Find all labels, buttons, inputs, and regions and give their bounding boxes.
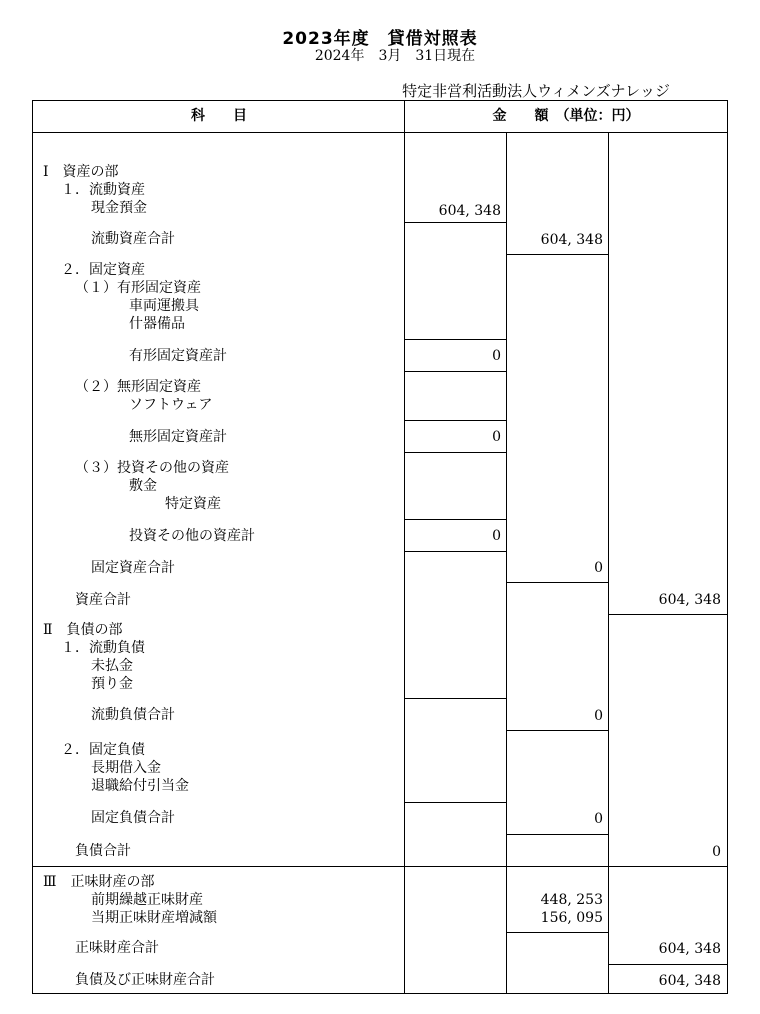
- grid-line: [507, 254, 608, 255]
- intangible-total-label: 無形固定資産計: [129, 429, 227, 445]
- deposits-received-label: 預り金: [91, 676, 133, 692]
- grid-line: [405, 802, 506, 803]
- net-assets-change-value: 156, 095: [540, 910, 603, 926]
- net-assets-total-value: 604, 348: [658, 941, 721, 957]
- grid-line: [507, 582, 608, 583]
- grid-line: [405, 420, 506, 421]
- current-assets-total-value: 604, 348: [540, 232, 603, 248]
- accounts-payable-label: 未払金: [91, 658, 133, 674]
- liabilities-section-heading: Ⅱ 負債の部: [43, 622, 123, 638]
- tangible-total-value: 0: [492, 348, 501, 364]
- fixed-liabilities-total-value: 0: [594, 811, 603, 827]
- grid-line: [405, 452, 506, 453]
- current-assets-total-label: 流動資産合計: [91, 231, 175, 247]
- grid-line: [507, 834, 608, 835]
- balance-sheet-table: [32, 100, 728, 994]
- intangible-total-value: 0: [492, 429, 501, 445]
- investments-total-label: 投資その他の資産計: [129, 528, 255, 544]
- organization-name: 特定非営利活動法人ウィメンズナレッジ: [402, 82, 670, 100]
- investments-total-value: 0: [492, 528, 501, 544]
- cash-deposits-label: 現金預金: [91, 200, 147, 216]
- assets-section-heading: Ⅰ 資産の部: [43, 164, 119, 180]
- grid-line: [405, 371, 506, 372]
- tangible-assets-heading: （１）有形固定資産: [75, 280, 201, 296]
- investments-heading: （３）投資その他の資産: [75, 460, 229, 476]
- table-header: [33, 101, 727, 133]
- grid-line: [405, 551, 506, 552]
- current-liabilities-total-value: 0: [594, 708, 603, 724]
- grid-line: [405, 339, 506, 340]
- retirement-allowance-label: 退職給付引当金: [91, 778, 189, 794]
- grid-line: [507, 932, 608, 933]
- grid-line: [33, 866, 727, 867]
- fixed-liabilities-heading: ２．固定負債: [61, 742, 145, 758]
- grid-line: [404, 101, 405, 993]
- fixed-assets-total-label: 固定資産合計: [91, 560, 175, 576]
- liabilities-total-label: 負債合計: [75, 843, 131, 859]
- fixed-assets-total-value: 0: [594, 560, 603, 576]
- tangible-total-label: 有形固定資産計: [129, 348, 227, 364]
- specific-assets-label: 特定資産: [165, 496, 221, 512]
- grid-line: [507, 730, 608, 731]
- net-assets-change-label: 当期正味財産増減額: [91, 910, 217, 926]
- grid-line: [405, 698, 506, 699]
- grid-line: [405, 222, 506, 223]
- assets-total-label: 資産合計: [75, 592, 131, 608]
- fixed-assets-heading: ２．固定資産: [61, 262, 145, 278]
- liabilities-net-assets-total-value: 604, 348: [658, 973, 721, 989]
- prior-net-assets-label: 前期繰越正味財産: [91, 892, 203, 908]
- grid-line: [608, 132, 609, 993]
- long-term-loans-label: 長期借入金: [91, 760, 161, 776]
- grid-line: [506, 132, 507, 993]
- prior-net-assets-value: 448, 253: [540, 892, 603, 908]
- net-assets-total-label: 正味財産合計: [75, 940, 159, 956]
- assets-total-value: 604, 348: [658, 592, 721, 608]
- amount-column-header: 金 額 （単位：円）: [492, 108, 640, 124]
- current-liabilities-heading: １．流動負債: [61, 640, 145, 656]
- grid-line: [609, 964, 727, 965]
- fixtures-label: 什器備品: [129, 316, 185, 332]
- net-assets-section-heading: Ⅲ 正味財産の部: [43, 874, 155, 890]
- vehicles-label: 車両運搬具: [129, 298, 199, 314]
- grid-line: [609, 614, 727, 615]
- report-date: 2024年 3月 31日現在: [314, 48, 476, 64]
- grid-line: [405, 519, 506, 520]
- cash-deposits-value: 604, 348: [438, 203, 501, 219]
- current-liabilities-total-label: 流動負債合計: [91, 707, 175, 723]
- subject-column-header: 科 目: [191, 108, 247, 124]
- liabilities-total-value: 0: [712, 844, 721, 860]
- liabilities-net-assets-total-label: 負債及び正味財産合計: [75, 972, 215, 988]
- intangible-assets-heading: （２）無形固定資産: [75, 379, 201, 395]
- report-title: 2023年度 貸借対照表: [282, 29, 478, 49]
- deposits-label: 敷金: [129, 478, 157, 494]
- fixed-liabilities-total-label: 固定負債合計: [91, 810, 175, 826]
- current-assets-heading: １．流動資産: [61, 182, 145, 198]
- software-label: ソフトウェア: [129, 397, 213, 413]
